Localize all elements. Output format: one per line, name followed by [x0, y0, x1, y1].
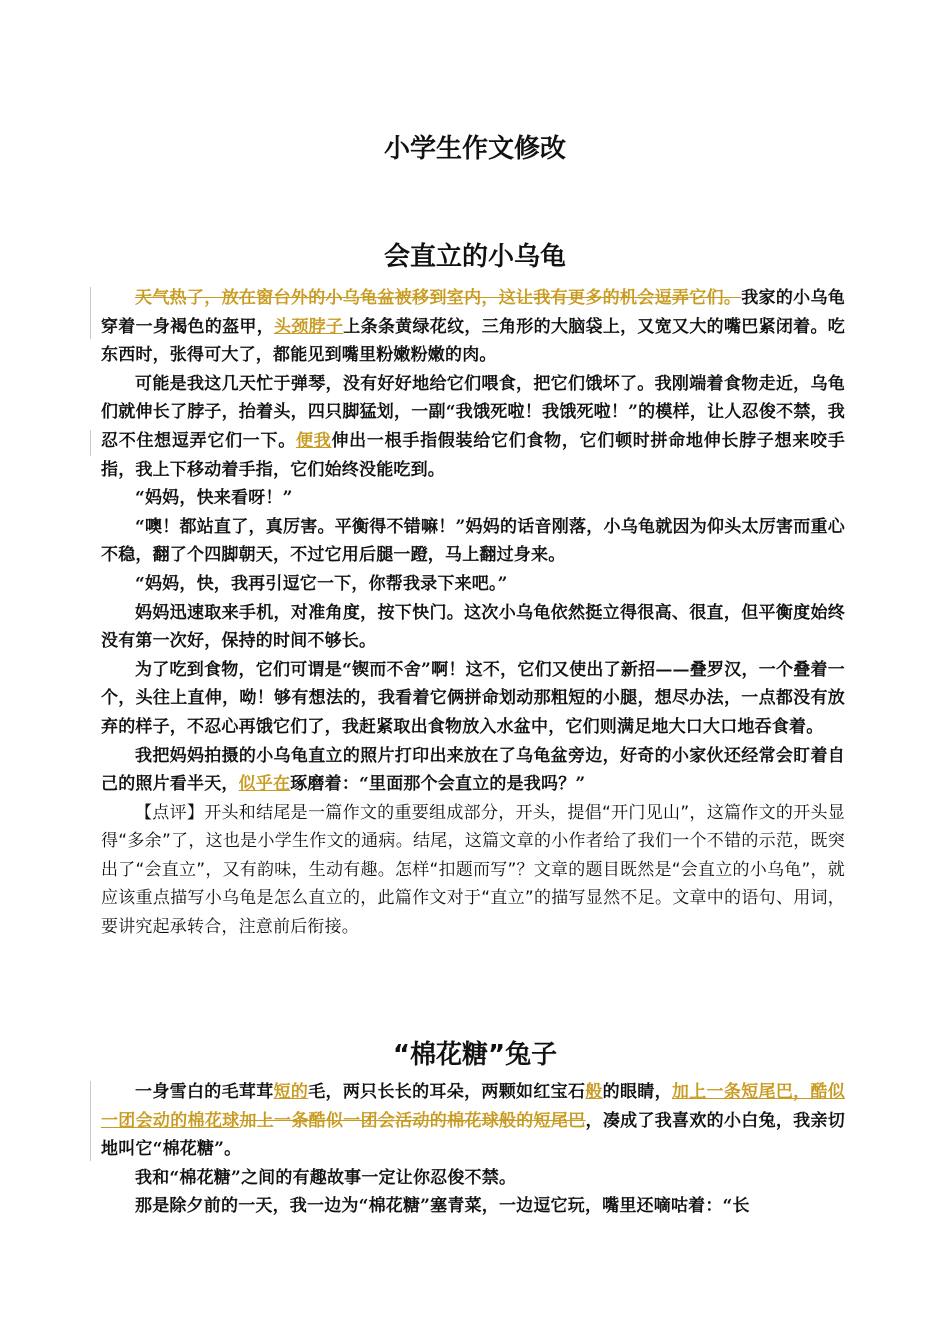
- inserted-text: 头颈脖子: [274, 316, 344, 337]
- essay-body-rabbit: [101, 1078, 845, 1221]
- inserted-text: 便我: [296, 430, 332, 451]
- paragraph-text: 的眼睛，: [602, 1082, 672, 1102]
- inserted-text: 加上一条短尾巴，酷似一团会动的棉花球: [101, 1082, 845, 1131]
- paragraph: [101, 742, 845, 799]
- paragraph-text: 琢磨着：“里面那个会直立的是我吗？”: [290, 774, 586, 795]
- paragraph-text: 毛，两只长长的耳朵，两颗如红宝石: [308, 1082, 586, 1102]
- paragraph-text: 可能是我这几天忙于弹琴，没有好好地给它们喂食，把它们饿坏了。我刚端着食物走近，乌龟们就伸长了脖子，抬着头，四只脚猛划，一副“我饿死啦！我饿死啦！”的模样，让人忍俊不禁，我忍不住想逗弄它们一下。: [101, 373, 845, 451]
- change-bar: [90, 287, 91, 339]
- paragraph-text: 我把妈妈拍摄的小乌龟直立的照片打印出来放在了乌龟盆旁边，好奇的小家伙还经常会盯着自己的照片看半天，: [101, 745, 845, 795]
- paragraph: “噢！都站直了，真厉害。平衡得不错嘛！”妈妈的话音刚落，小乌龟就因为仰头太厉害而重心不稳，翻了个四脚朝天，不过它用后腿一蹬，马上翻过身来。: [101, 516, 845, 566]
- paragraph: 我和“棉花糖”之间的有趣故事一定让你忍俊不禁。: [135, 1167, 517, 1188]
- review-comment: 【点评】开头和结尾是一篇作文的重要组成部分，开头，提倡“开门见山”，这篇作文的开头显得“多余”了，这也是小学生作文的通病。结尾，这篇文章的小作者给了我们一个不错的示范，既突出了“会直立”，又有韵味，生动有趣。怎样“扣题而写”？文章的题目既然是“会直立的小乌龟”，就应该重点描写小乌龟是怎么直立的，此篇作文对于“直立”的描写显然不足。文章中的语句、用词，要讲究起承转合，注意前后衔接。: [101, 802, 845, 938]
- paragraph: 那是除夕前的一天，我一边为“棉花糖”塞青菜，一边逗它玩，嘴里还嘀咕着：“长: [135, 1196, 750, 1217]
- paragraph: 为了吃到食物，它们可谓是“锲而不舍”啊！这不，它们又使出了新招——叠罗汉，一个叠着一个，头往上直伸，呦！够有想法的，我看着它俩拼命划动那粗短的小腿，想尽办法，一点都没有放弃的样子，不忍心再饿它们了，我赶紧取出食物放入水盆中，它们则满足地大口大口地吞食着。: [101, 659, 845, 737]
- document-title: 小学生作文修改: [383, 134, 566, 164]
- paragraph: “妈妈，快，我再引逗它一下，你帮我录下来吧。”: [135, 573, 508, 594]
- deleted-text: 加上一条酷似一团会活动的棉花球般的短尾巴: [239, 1110, 586, 1131]
- change-bar: [90, 1081, 91, 1161]
- paragraph: 妈妈迅速取来手机，对准角度，按下快门。这次小乌龟依然挺立得很高、很直，但平衡度始终没有第一次好，保持的时间不够长。: [101, 602, 845, 652]
- inserted-text: 似乎在: [238, 774, 291, 795]
- essay-title-rabbit: “棉花糖”兔子: [392, 1040, 558, 1070]
- inserted-text: 短的: [273, 1082, 309, 1102]
- paragraph-text: 一身雪白的毛茸茸: [135, 1082, 274, 1102]
- paragraph-text: 伸出一根手指假装给它们食物，它们顿时拼命地伸长脖子想来咬手指，我上下移动着手指，它们始终没能吃到。: [101, 430, 845, 480]
- paragraph: “妈妈，快来看呀！”: [135, 488, 293, 509]
- essay-title-turtle: 会直立的小乌龟: [383, 242, 566, 272]
- paragraph: [101, 1078, 845, 1164]
- paragraph-text: 上条条黄绿花纹，三角形的大脑袋上，又宽又大的嘴巴紧闭着。吃东西时，张得可大了，都能见到嘴里粉嫩粉嫩的肉。: [101, 316, 845, 366]
- paragraph: [101, 370, 845, 484]
- deleted-text: 天气热了，放在窗台外的小乌龟盆被移到室内，这让我有更多的机会逗弄它们。: [135, 288, 742, 308]
- paragraph-text: ，凑成了我喜欢的小白兔，我亲切地叫它“棉花糖”。: [101, 1110, 845, 1160]
- inserted-text: 般: [585, 1082, 603, 1102]
- paragraph-text: 我家的小乌龟穿着一身褐色的盔甲，: [101, 288, 846, 337]
- paragraph: [101, 284, 845, 370]
- change-bar: [90, 430, 91, 456]
- essay-body-turtle: [101, 284, 845, 942]
